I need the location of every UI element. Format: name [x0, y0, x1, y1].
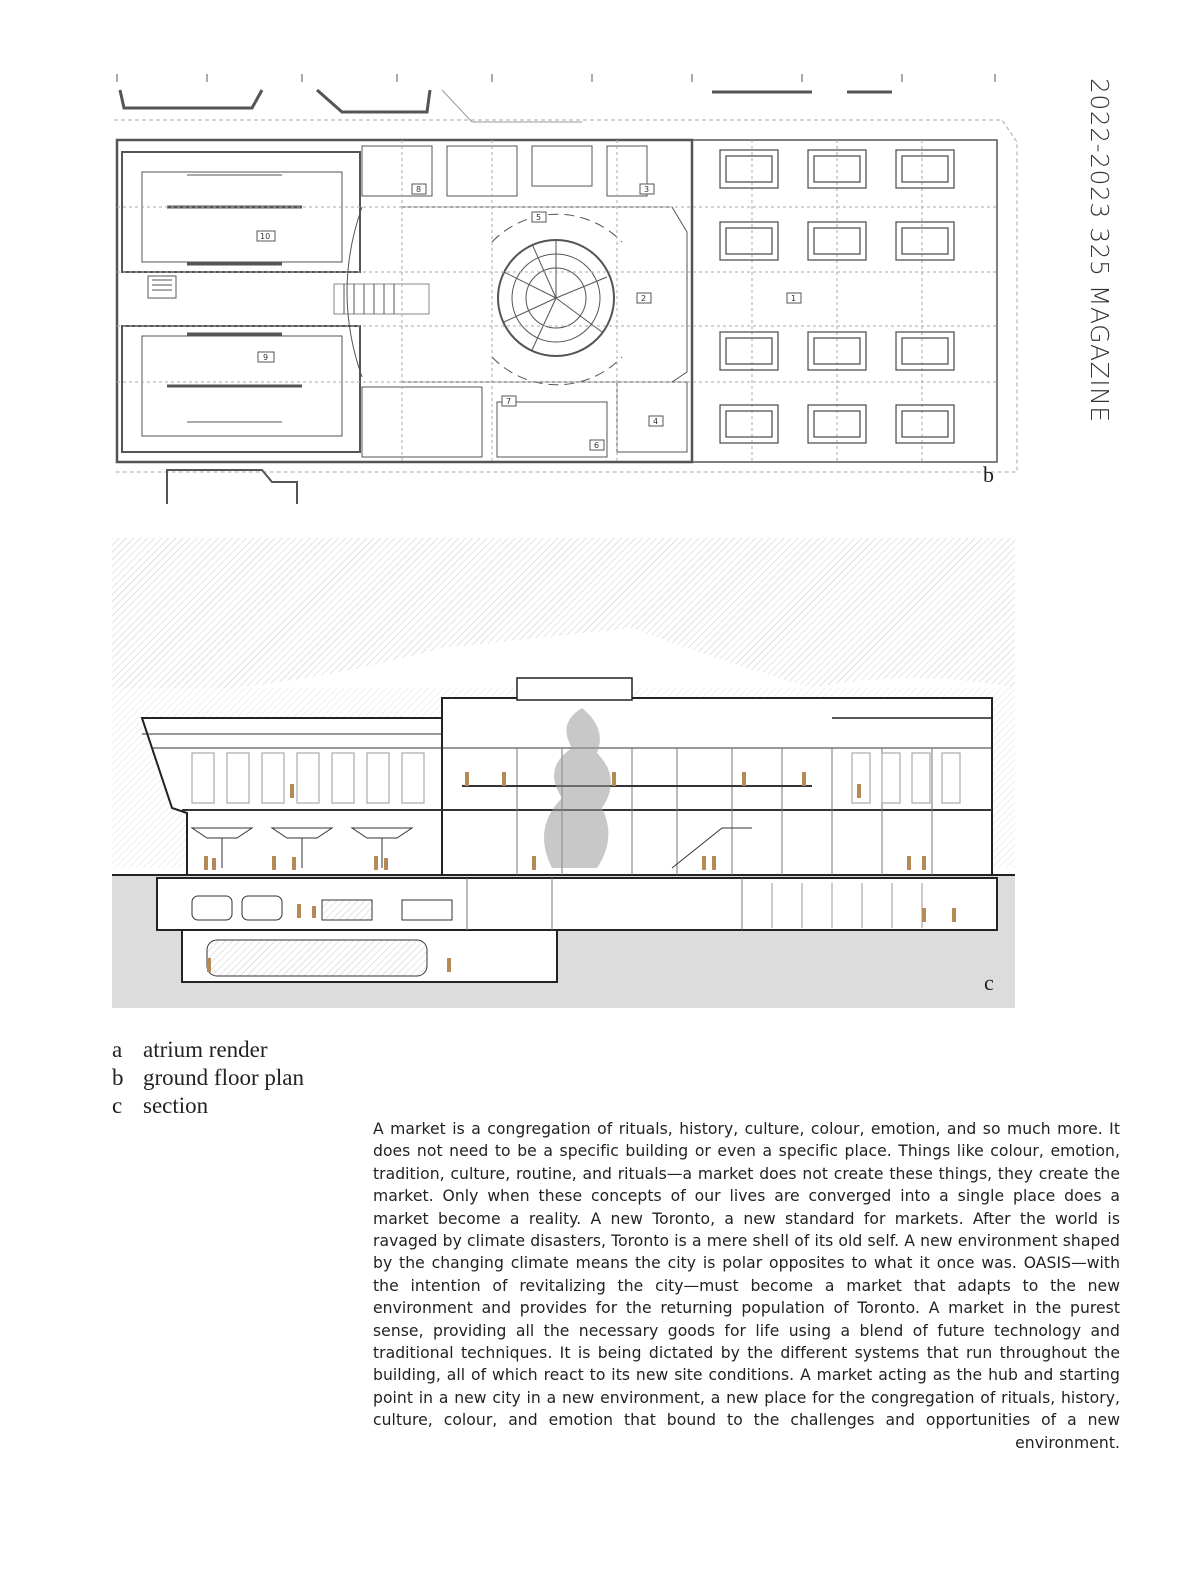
room-number: 3: [644, 185, 650, 194]
room-number: 8: [416, 185, 422, 194]
caption-text: ground floor plan: [143, 1065, 304, 1090]
ground-floor-plan-drawing: [112, 72, 1030, 504]
room-number: 6: [594, 441, 600, 450]
room-number: 2: [641, 294, 647, 303]
sky-hatch: [112, 538, 1015, 688]
building-section-drawing: [112, 538, 1015, 1008]
caption-row: [112, 1092, 412, 1120]
room-number: 7: [506, 397, 512, 406]
caption-letter: b: [112, 1065, 124, 1090]
article-body-text: A market is a congregation of rituals, history, culture, colour, emotion, and so much more. It does not need to be a specific building or even a specific place. Things like colour, emotion, tradition, culture, routine, and rituals—a market does not create these things, they create the market. Only when these concepts of our lives are converged into a single place does a market become a reality. A new Toronto, a new standard for markets. After the world is ravaged by climate disasters, Toronto is a mere shell of its old self. A new environment shaped by the changing climate means the city is polar opposites to what it once was. OASIS—with the intention of revitalizing the city—must become a market that adapts to the new environment and provides for the returning population of Toronto. A market in the purest sense, providing all the necessary goods for life using a blend of future technology and traditional techniques. It is being dictated by the different systems that run throughout the building, all of which react to its new site conditions. A market acting as the hub and starting point in a new city in a new environment, a new place for the congregation of rituals, history, culture, colour, and emotion that bound to the challenges and opportunities of a new environment.: [373, 1120, 1120, 1452]
caption-letter: c: [112, 1093, 123, 1118]
caption-letter: a: [112, 1037, 123, 1062]
caption-row: [112, 1036, 412, 1064]
room-number: 5: [536, 213, 542, 222]
room-number: 9: [263, 353, 269, 362]
magazine-title-text: 2022-2023 325 MAGAZINE: [1085, 78, 1114, 423]
caption-text: section: [143, 1093, 209, 1118]
section-figure-letter: c: [984, 970, 994, 995]
room-number: 10: [260, 232, 271, 241]
caption-text: atrium render: [143, 1037, 268, 1062]
plan-figure-letter: b: [983, 462, 994, 487]
caption-row: [112, 1064, 412, 1092]
room-number: 1: [791, 294, 797, 303]
figure-captions: [112, 1036, 412, 1120]
vertical-magazine-title: [1080, 78, 1120, 423]
room-number: 4: [653, 417, 659, 426]
